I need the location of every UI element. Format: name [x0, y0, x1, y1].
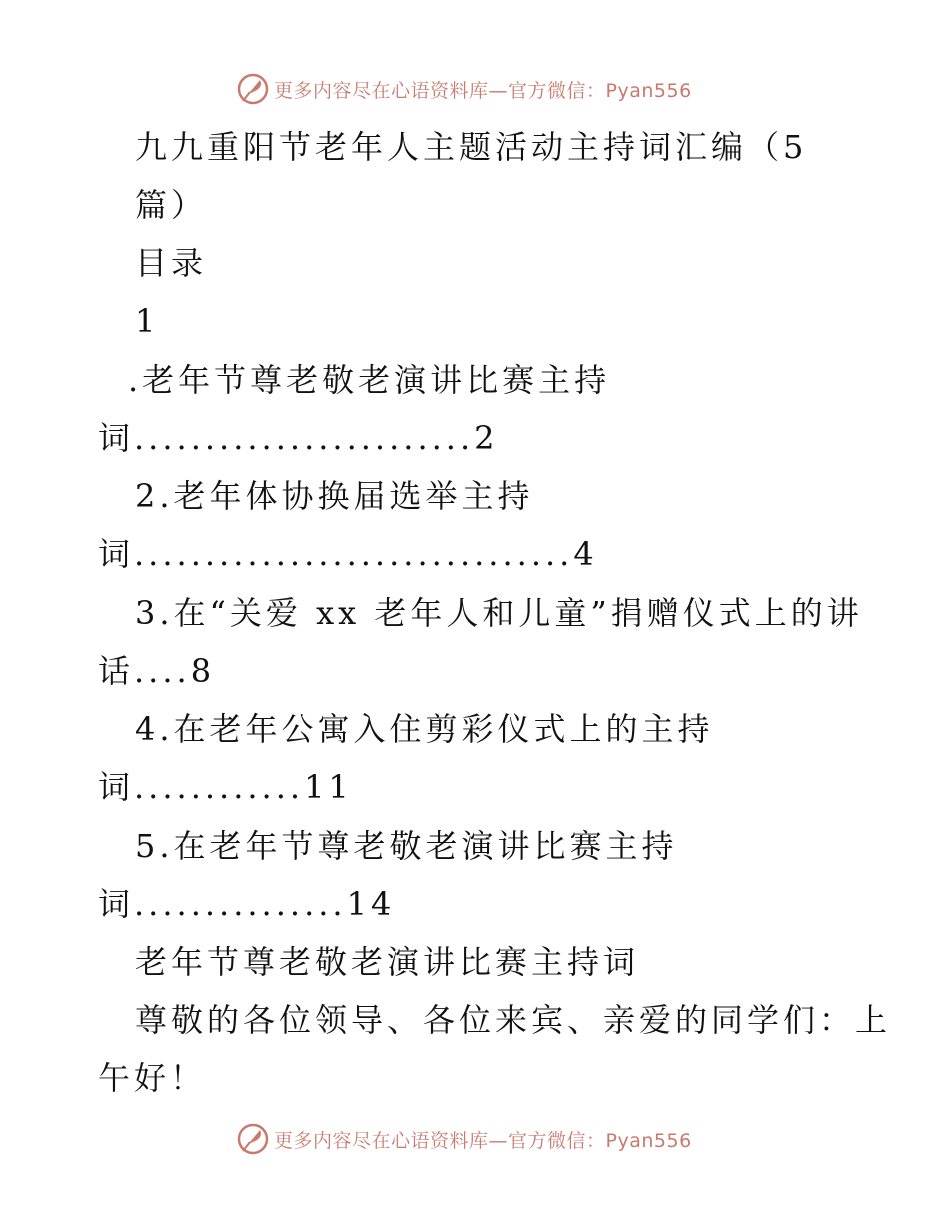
greeting-line2: 午好！ [98, 1059, 207, 1097]
toc-item-2-title[interactable]: 2.老年体协换届选举主持 [135, 477, 534, 515]
toc-item-1-title[interactable]: .老年节尊老敬老演讲比赛主持 [128, 361, 611, 399]
toc-item-5-page[interactable]: 词...............14 [98, 885, 396, 923]
greeting-line1: 尊敬的各位领导、各位来宾、亲爱的同学们：上 [135, 1001, 892, 1039]
toc-item-1-number: 1 [135, 302, 160, 340]
toc-item-3-page[interactable]: 话....8 [98, 652, 216, 690]
watermark-text: 更多内容尽在心语资料库—官方微信：Pyan556 [274, 79, 692, 102]
toc-item-1-page[interactable]: 词........................2 [98, 419, 499, 457]
watermark-text: 更多内容尽在心语资料库—官方微信：Pyan556 [274, 1129, 692, 1152]
feather-logo-icon [236, 72, 270, 106]
header-watermark [236, 71, 692, 107]
toc-item-3-title[interactable]: 3.在“关爱 xx 老年人和儿童”捐赠仪式上的讲 [135, 594, 863, 632]
toc-heading: 目录 [135, 244, 208, 282]
toc-item-5-title[interactable]: 5.在老年节尊老敬老演讲比赛主持 [135, 827, 678, 865]
section-title: 老年节尊老敬老演讲比赛主持词 [135, 943, 640, 981]
feather-logo-icon [236, 1122, 270, 1156]
document-title-line1: 九九重阳节老年人主题活动主持词汇编（5 [135, 128, 808, 166]
toc-item-2-page[interactable]: 词...............................4 [98, 535, 598, 573]
toc-item-4-title[interactable]: 4.在老年公寓入住剪彩仪式上的主持 [135, 710, 714, 748]
toc-item-4-page[interactable]: 词............11 [98, 768, 353, 806]
footer-watermark [236, 1121, 692, 1157]
document-title-line2: 篇） [135, 186, 208, 224]
